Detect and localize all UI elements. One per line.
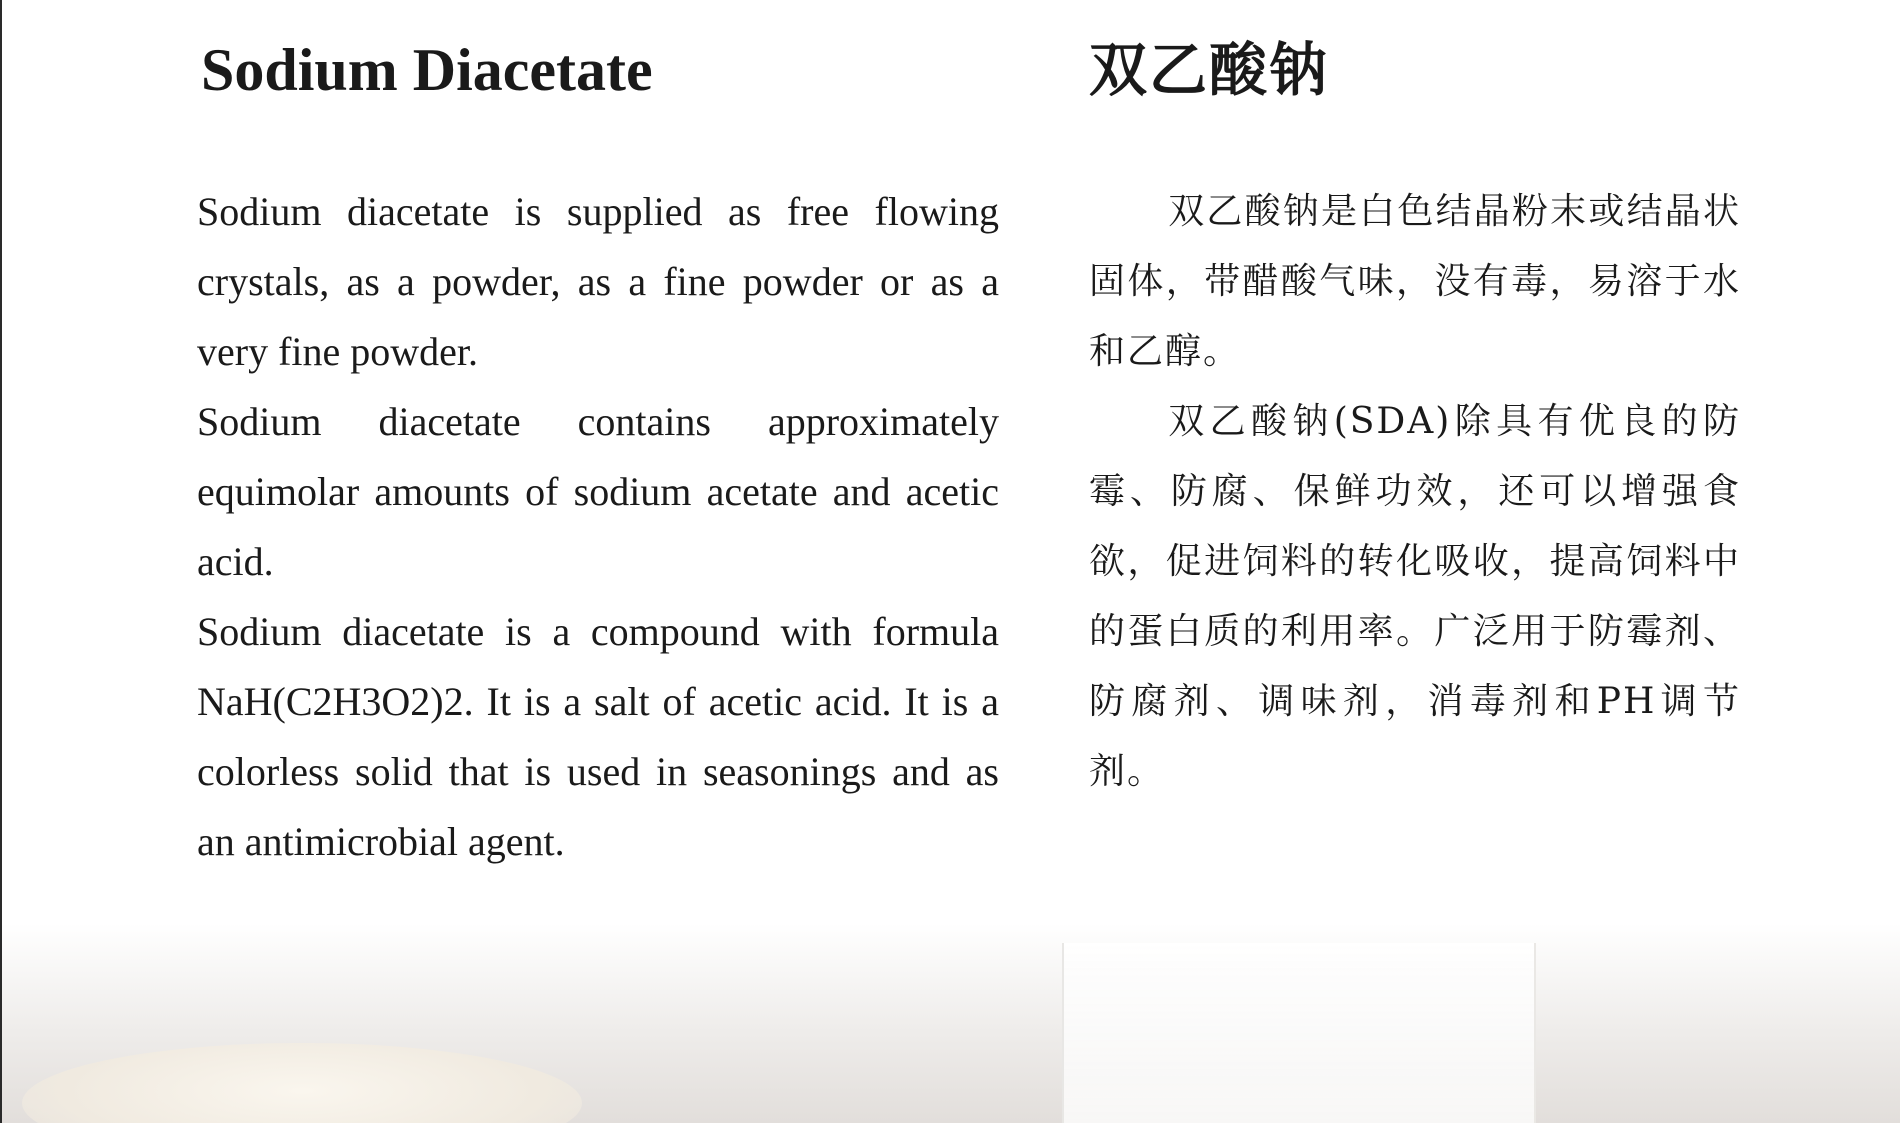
english-body bbox=[197, 177, 999, 877]
english-paragraph-3: Sodium diacetate is a compound with formula NaH(C2H3O2)2. It is a salt of acetic acid. It is a colorless solid that is used in seasonings and as an antimicrobial agent. bbox=[197, 609, 999, 864]
english-title: Sodium Diacetate bbox=[201, 37, 653, 103]
english-paragraph-1: Sodium diacetate is supplied as free flowing crystals, as a powder, as a fine powder or as a very fine powder. bbox=[197, 189, 999, 374]
background-photo bbox=[2, 923, 1900, 1123]
powder-mound-image bbox=[22, 1043, 582, 1123]
chinese-column bbox=[1089, 30, 1741, 807]
english-paragraph-2: Sodium diacetate contains approximately equimolar amounts of sodium acetate and acetic acid. bbox=[197, 399, 999, 584]
chinese-body bbox=[1089, 177, 1741, 807]
chinese-paragraph-1: 双乙酸钠是白色结晶粉末或结晶状固体，带醋酸气味，没有毒，易溶于水和乙醇。 bbox=[1089, 191, 1741, 372]
glass-image bbox=[1062, 943, 1536, 1123]
english-column bbox=[197, 30, 999, 877]
chinese-title: 双乙酸钠 bbox=[1089, 36, 1330, 104]
chinese-paragraph-2: 双乙酸钠(SDA)除具有优良的防霉、防腐、保鲜功效，还可以增强食欲，促进饲料的转化吸收，提高饲料中的蛋白质的利用率。广泛用于防霉剂、防腐剂、调味剂，消毒剂和PH调节剂。 bbox=[1089, 401, 1741, 792]
